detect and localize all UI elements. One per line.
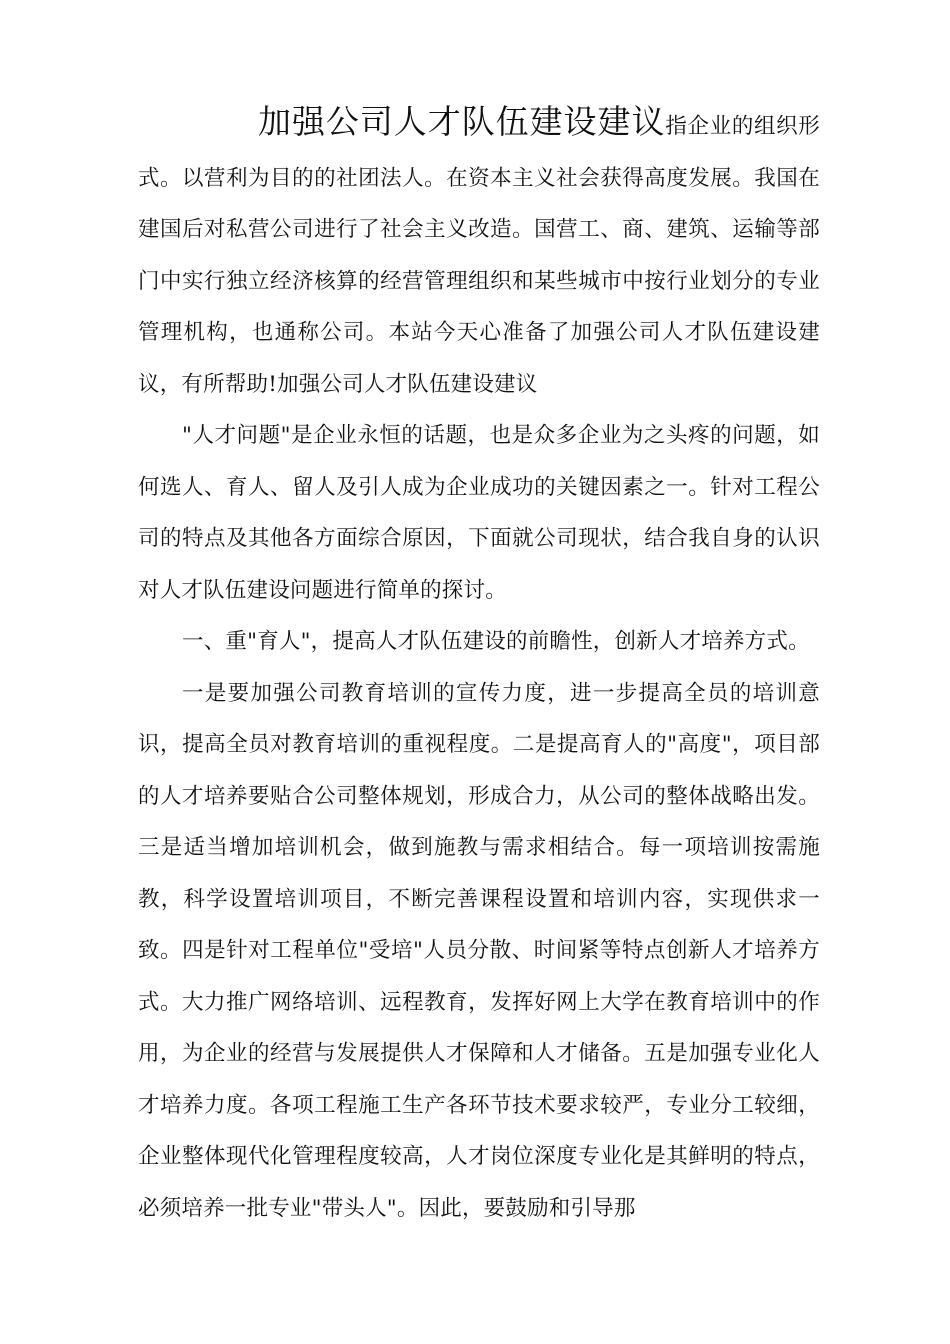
document-page <box>138 96 820 1234</box>
intro-text: 指企业的组织形式。以营利为目的的社团法人。在资本主义社会获得高度发展。我国在建国后对私营公司进行了社会主义改造。国营工、商、建筑、运输等部门中实行独立经济核算的经营管理组织和某些城市中按行业划分的专业管理机构，也通称公司。本站今天心准备了加强公司人才队伍建设建议，有所帮助!加强公司人才队伍建设建议 <box>138 114 821 397</box>
body-paragraph-1: "人才问题"是企业永恒的话题，也是众多企业为之头疼的问题，如何选人、育人、留人及引人成为企业成功的关键因素之一。针对工程公司的特点及其他各方面综合原因，下面就公司现状，结合我自身的认识对人才队伍建设问题进行简单的探讨。 <box>138 423 820 603</box>
section-heading-1: 一、重"育人"，提高人才队伍建设的前瞻性，创新人才培养方式。 <box>182 629 810 654</box>
document-title: 加强公司人才队伍建设建议 <box>258 102 666 141</box>
intro-paragraph <box>138 96 820 410</box>
body-paragraph-2: 一是要加强公司教育培训的宣传力度，进一步提高全员的培训意识，提高全员对教育培训的重视程度。二是提高育人的"高度"，项目部的人才培养要贴合公司整体规划，形成合力，从公司的整体战略出发。三是适当增加培训机会，做到施教与需求相结合。每一项培训按需施教，科学设置培训项目，不断完善课程设置和培训内容，实现供求一致。四是针对工程单位"受培"人员分散、时间紧等特点创新人才培养方式。大力推广网络培训、远程教育，发挥好网上大学在教育培训中的作用，为企业的经营与发展提供人才保障和人才储备。五是加强专业化人才培养力度。各项工程施工生产各环节技术要求较严，专业分工较细，企业整体现代化管理程度较高，人才岗位深度专业化是其鲜明的特点，必须培养一批专业"带头人"。因此，要鼓励和引导那 <box>138 680 820 1221</box>
